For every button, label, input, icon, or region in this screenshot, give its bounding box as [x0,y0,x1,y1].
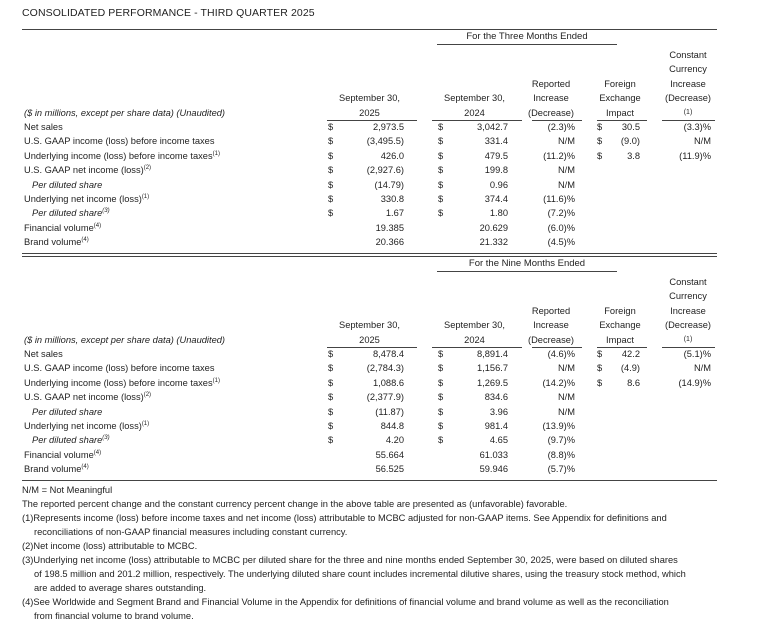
three-months-table [22,29,717,254]
footnote-intro: The reported percent change and the constant currency percent change in the above table are presented as (unfavorable) favorable. [22,499,568,509]
row-label [24,193,149,205]
value-2025: 19.385 [375,222,404,233]
reported-change: N/M [557,363,575,374]
row-label [32,434,110,446]
footnotes [22,483,722,623]
value-2024: 199.8 [484,165,508,176]
column-header-reported [522,77,580,121]
row-label [24,362,215,374]
row-label [24,420,149,432]
fx-currency: $ [597,377,603,388]
currency-2024: $ [438,179,444,190]
fx-impact: (9.0) [620,136,640,147]
currency-2025: $ [328,150,334,161]
currency-2024: $ [438,194,444,204]
value-2025: 330.8 [380,194,404,204]
value-2025: (14.79) [374,179,404,190]
footnote-marker: (2) [143,165,152,172]
period-header: For the Nine Months Ended [437,257,617,272]
footnote-marker: (1) [141,194,150,200]
currency-2024: $ [438,150,444,161]
currency-2025: $ [328,377,334,388]
row-label-text: Brand volume [24,464,82,475]
value-2024: 1,269.5 [476,377,508,388]
footnote-4: (4)See Worldwide and Segment Brand and Financial Volume in the Appendix for definitions of financial volume and brand volume as well as the reconciliation [22,597,669,607]
currency-2025: $ [328,136,334,147]
column-header-line: Constant [669,49,707,60]
column-header-line: Reported [531,78,571,89]
currency-2024: $ [438,208,444,219]
period-header: For the Three Months Ended [437,30,617,45]
column-header-line: September 30, [444,320,505,330]
row-label [24,391,151,403]
currency-2024: $ [438,392,444,403]
row-label [24,449,101,461]
column-header-col_2024 [427,318,522,347]
footnote-4-cont: from financial volume to brand volume. [34,611,194,621]
row-label-text: Financial volume [24,222,94,233]
footnote-3-cont-2: are added to average shares outstanding. [34,583,207,593]
column-header-line: Foreign [604,78,636,89]
reported-change: (6.0)% [547,222,575,233]
footnote-marker: (1) [212,150,220,157]
footnote-marker: (4) [93,222,102,229]
row-label [24,164,151,176]
constant-currency-change: (14.9)% [678,377,711,388]
row-label-text: U.S. GAAP net income (loss) [24,392,144,403]
column-header-line: Reported [531,305,571,316]
currency-2024: $ [438,122,444,132]
column-header-line: (Decrease) [528,334,574,345]
value-2024: 61.033 [479,449,508,460]
column-header-fx [590,77,650,121]
value-2025: 20.366 [375,237,404,248]
row-label-text: Underlying net income (loss) [24,421,142,431]
row-label [24,222,101,234]
currency-2025: $ [328,208,334,219]
reported-change: (11.6)% [543,194,575,204]
value-2025: 56.525 [375,464,404,475]
footnote-marker: (1) [212,377,220,384]
value-2024: 479.5 [484,150,508,161]
footnote-3: (3)Underlying net income (loss) attributable to MCBC per diluted share for the three and nine months ended September 30, 2025, were based on diluted shares [22,555,678,565]
column-header-line: (Decrease) [665,320,711,330]
column-header-line: Constant [669,276,707,287]
row-label-text: Per diluted share [32,406,103,417]
row-label-text: Per diluted share [32,435,103,446]
currency-2024: $ [438,377,444,388]
currency-2024: $ [438,349,444,359]
footnote-2: (2)Net income (loss) attributable to MCBC. [22,541,198,551]
reported-change: (11.2)% [543,150,575,161]
row-label [32,179,102,191]
value-2024: 4.65 [489,435,508,446]
constant-currency-change: (11.9)% [679,150,711,161]
footnote-3-cont-1: of 198.5 million and 201.2 million, respectively. The underlying diluted share count includes incremental dilutive shares, using the treasury stock method, which [34,569,686,579]
row-label-text: Underlying income (loss) before income taxes [24,150,213,161]
reported-change: (13.9)% [542,421,575,431]
constant-currency-change: N/M [693,363,711,374]
unit-label: ($ in millions, except per share data) (Unaudited) [24,108,226,118]
reported-change: (2.3)% [547,122,575,132]
column-header-line: (1) [683,335,693,343]
column-header-col_2024 [427,91,522,120]
value-2025: (11.87) [375,406,404,417]
footnote-marker: (1) [141,421,150,427]
fx-currency: $ [597,136,603,147]
value-2024: 59.946 [479,464,508,475]
value-2024: 8,891.4 [476,349,508,359]
footnote-marker: (4) [81,464,89,471]
value-2024: 981.4 [484,421,508,431]
row-label [32,406,102,418]
column-header-line: September 30, [339,93,400,103]
constant-currency-change: (5.1)% [683,349,711,359]
fx-impact: 30.5 [621,122,640,132]
row-label-text: Underlying income (loss) before income taxes [24,377,213,388]
footnote-1: (1)Represents income (loss) before income taxes and net income (loss) attributable to MCBC adjusted for non-GAAP items. See Appendix for definitions and [22,513,667,523]
column-header-cc [658,48,718,121]
reported-change: N/M [557,179,575,190]
column-header-fx [590,304,650,348]
currency-2024: $ [438,165,444,176]
row-label-text: Net sales [24,122,63,132]
row-label [24,121,63,133]
column-header-line: Impact [606,107,634,118]
reported-change: (8.8)% [547,449,575,460]
currency-2025: $ [328,392,334,403]
row-label-text: Net sales [24,349,63,359]
value-2024: 1.80 [489,208,508,219]
column-header-line: Increase [670,78,706,89]
column-header-line: Exchange [599,93,641,103]
reported-change: N/M [557,165,575,176]
currency-2025: $ [328,421,334,431]
column-header-col_2025 [322,91,417,120]
fx-currency: $ [597,363,603,374]
reported-change: (14.2)% [542,377,575,388]
reported-change: N/M [557,136,575,147]
fx-impact: 8.6 [627,377,640,388]
row-label [24,150,220,162]
value-2024: 1,156.7 [476,363,508,374]
currency-2025: $ [328,363,334,374]
currency-2024: $ [438,136,444,147]
value-2025: 1.67 [385,208,404,219]
column-header-line: (1) [683,108,693,116]
reported-change: (7.2)% [547,208,575,219]
reported-change: (5.7)% [547,464,575,475]
currency-2025: $ [328,179,334,190]
currency-2024: $ [438,406,444,417]
currency-2024: $ [438,421,444,431]
footnote-nm: N/M = Not Meaningful [22,485,113,495]
row-label [24,135,215,147]
value-2025: (2,784.3) [366,363,404,374]
currency-2025: $ [328,122,334,132]
row-label [24,236,89,248]
row-label-text: Brand volume [24,237,82,248]
footnote-marker: (2) [143,392,152,399]
value-2024: 21.332 [479,237,508,248]
value-2024: 3.96 [489,406,508,417]
row-label-text: U.S. GAAP net income (loss) [24,165,144,176]
value-2025: 426.0 [380,150,404,161]
reported-change: N/M [557,392,575,403]
fx-impact: (4.9) [620,363,640,374]
column-header-line: Currency [669,64,707,74]
value-2025: 1,088.6 [372,377,404,388]
value-2024: 834.6 [484,392,508,403]
fx-impact: 3.8 [627,150,640,161]
column-header-col_2025 [322,318,417,347]
value-2025: 2,973.5 [372,122,404,132]
value-2025: 844.8 [380,421,404,431]
row-label [24,348,63,360]
column-header-line: Increase [670,305,706,316]
fx-currency: $ [597,150,603,161]
constant-currency-change: (3.3)% [683,122,711,132]
row-label-text: Financial volume [24,449,94,460]
reported-change: (4.6)% [547,349,575,359]
row-label-text: Underlying net income (loss) [24,194,142,204]
column-header-line: Currency [669,291,707,301]
value-2025: 55.664 [375,449,404,460]
currency-2024: $ [438,363,444,374]
footnote-1-cont: reconciliations of non-GAAP financial measures including constant currency. [34,527,348,537]
value-2024: 20.629 [479,222,508,233]
footnote-marker: (4) [93,449,102,456]
currency-2025: $ [328,435,334,446]
row-label-text: Per diluted share [32,208,103,219]
row-label [24,463,89,475]
fx-impact: 42.2 [621,349,640,359]
value-2024: 3,042.7 [476,122,508,132]
column-header-reported [522,304,580,348]
value-2024: 331.4 [484,136,508,147]
column-header-line: Impact [606,334,634,345]
column-header-line: 2025 [359,107,380,118]
value-2024: 0.96 [489,179,508,190]
column-header-line: 2024 [464,334,485,345]
value-2025: 8,478.4 [372,349,404,359]
footnote-marker: (3) [102,435,110,442]
row-label-text: U.S. GAAP income (loss) before income taxes [24,363,215,374]
column-header-line: 2024 [464,107,485,118]
currency-2025: $ [328,165,334,176]
row-label [24,377,220,389]
column-header-line: Exchange [599,320,641,330]
column-header-line: September 30, [339,320,400,330]
column-header-line: Increase [533,93,569,103]
value-2024: 374.4 [484,194,508,204]
value-2025: 4.20 [385,435,404,446]
column-header-line: (Decrease) [528,107,574,118]
constant-currency-change: N/M [693,136,711,147]
column-header-line: (Decrease) [665,93,711,103]
unit-label: ($ in millions, except per share data) (Unaudited) [24,335,226,345]
fx-currency: $ [597,349,603,359]
row-label-text: U.S. GAAP income (loss) before income taxes [24,136,215,147]
reported-change: (9.7)% [547,435,575,446]
reported-change: (4.5)% [547,237,575,248]
currency-2025: $ [328,349,334,359]
column-header-line: September 30, [444,93,505,103]
row-label [32,207,110,219]
footnote-marker: (3) [102,208,110,215]
fx-currency: $ [597,122,603,132]
column-header-line: Increase [533,320,569,330]
value-2025: (3,495.5) [366,136,404,147]
footnote-marker: (4) [81,237,89,244]
currency-2025: $ [328,406,334,417]
currency-2025: $ [328,194,334,204]
row-label-text: Per diluted share [32,179,103,190]
column-header-cc [658,275,718,348]
currency-2024: $ [438,435,444,446]
document-title: CONSOLIDATED PERFORMANCE - THIRD QUARTER 2025 [22,7,315,19]
value-2025: (2,377.9) [366,392,404,403]
column-header-line: 2025 [359,334,380,345]
column-header-line: Foreign [604,305,636,316]
nine-months-table [22,256,717,481]
value-2025: (2,927.6) [366,165,404,176]
reported-change: N/M [557,406,575,417]
